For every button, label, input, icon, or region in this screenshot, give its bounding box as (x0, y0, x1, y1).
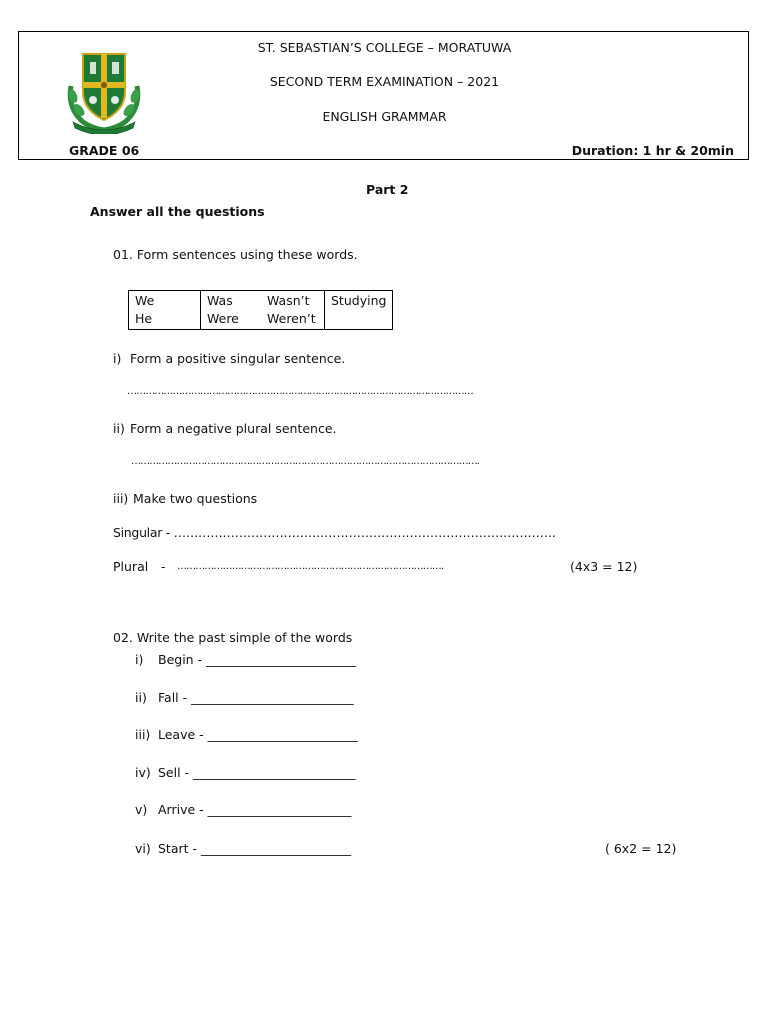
q2-item-sell-num: iv) (135, 765, 151, 780)
word-was: Was (207, 293, 233, 308)
q2-item-leave-num: iii) (135, 727, 151, 742)
grade-label: GRADE 06 (69, 143, 140, 158)
q2-marks: ( 6x2 = 12) (605, 841, 677, 856)
q2-item-fall[interactable]: Fall - __________________________ (158, 690, 354, 705)
q1-heading: 01. Form sentences using these words. (113, 247, 358, 262)
q1-ii-label: ii) (113, 421, 125, 436)
school-name: ST. SEBASTIAN’S COLLEGE – MORATUWA (257, 40, 512, 55)
q1-iii-text: Make two questions (133, 491, 258, 506)
word-cell-pronouns (129, 291, 201, 330)
q2-item-begin-num: i) (135, 652, 144, 667)
q1-plural-label: Plural (113, 559, 149, 574)
q1-i-answer-line[interactable]: …………………………………………………………………………………………………… (127, 386, 473, 397)
word-table (128, 290, 393, 330)
q2-item-start-num: vi) (135, 841, 151, 856)
word-we: We (135, 293, 155, 308)
exam-title: SECOND TERM EXAMINATION – 2021 (269, 74, 500, 89)
word-studying: Studying (331, 293, 387, 308)
word-cell-studying (325, 291, 393, 330)
q1-plural-answer-line[interactable]: ……………………………………………………………………………. (177, 561, 444, 572)
q1-marks: (4x3 = 12) (570, 559, 638, 574)
q2-item-leave[interactable]: Leave - ________________________ (158, 727, 358, 742)
word-were: Were (207, 311, 239, 326)
q2-heading: 02. Write the past simple of the words (113, 630, 353, 645)
header-box (18, 31, 749, 160)
q1-i-label: i) (113, 351, 122, 366)
word-werent: Weren’t (267, 311, 316, 326)
q1-ii-text: Form a negative plural sentence. (130, 421, 337, 436)
q2-item-fall-num: ii) (135, 690, 147, 705)
duration-label: Duration: 1 hr & 20min (571, 143, 734, 158)
q2-item-arrive-num: v) (135, 802, 148, 817)
instruction: Answer all the questions (90, 204, 265, 219)
q1-singular-line[interactable]: Singular - …………………………………………………………………………………. (113, 525, 556, 540)
subject-title: ENGLISH GRAMMAR (322, 109, 447, 124)
q1-plural-dash: - (161, 559, 166, 574)
part-heading: Part 2 (366, 182, 409, 197)
q2-item-sell[interactable]: Sell - __________________________ (158, 765, 356, 780)
word-he: He (135, 311, 153, 326)
q2-item-begin[interactable]: Begin - ________________________ (158, 652, 357, 667)
word-cell-verbs (201, 291, 325, 330)
q1-ii-answer-line[interactable]: ……………………………………………………………………………………………………. (131, 456, 480, 467)
q1-iii-label: iii) (113, 491, 129, 506)
q2-item-arrive[interactable]: Arrive - _______________________ (158, 802, 352, 817)
word-wasnt: Wasn’t (267, 293, 310, 308)
q1-i-text: Form a positive singular sentence. (130, 351, 346, 366)
q2-item-start[interactable]: Start - ________________________ (158, 841, 351, 856)
